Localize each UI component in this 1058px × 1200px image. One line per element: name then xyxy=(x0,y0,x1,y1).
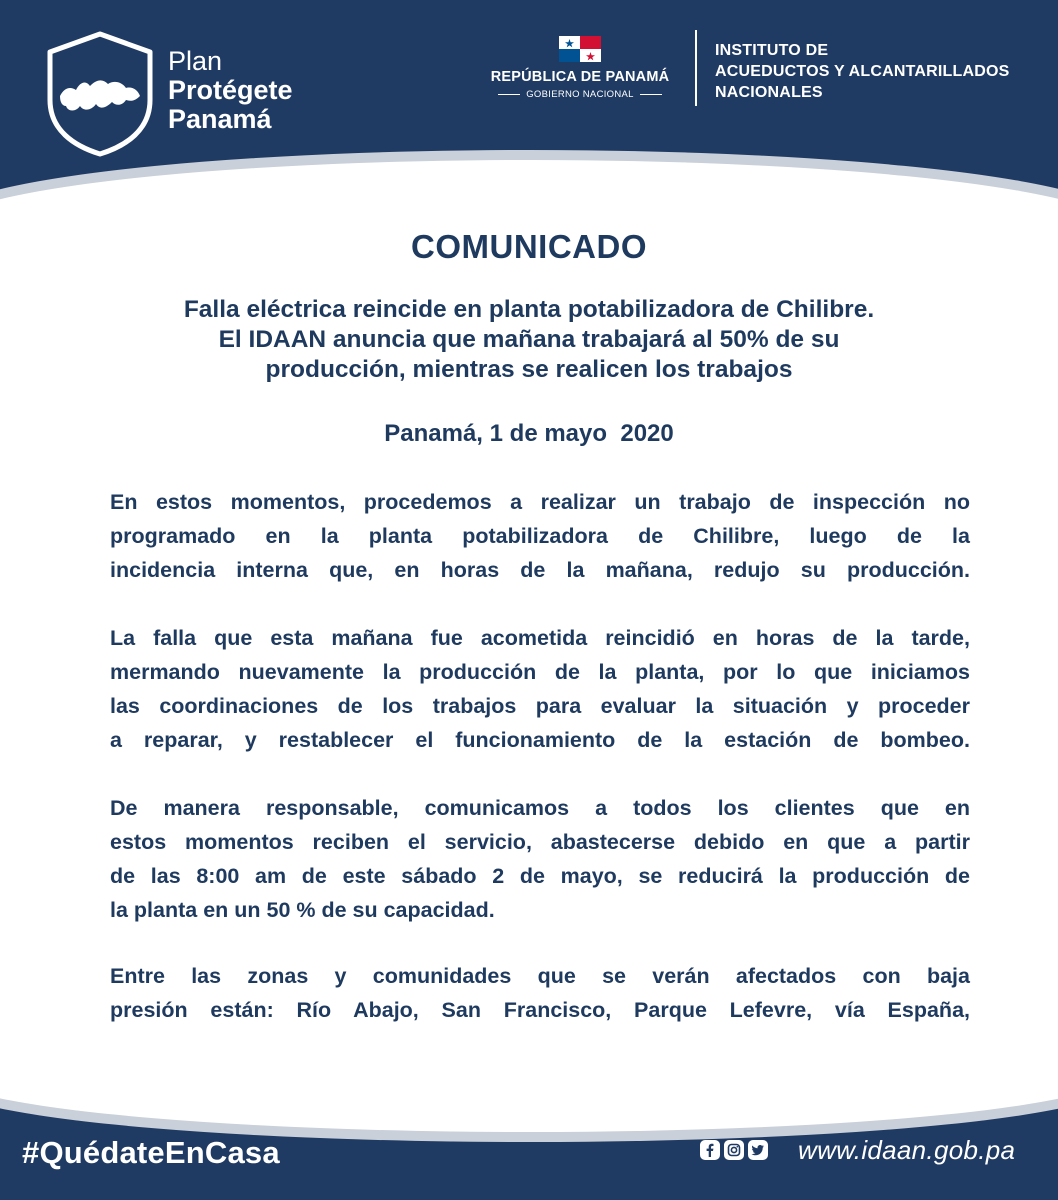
dateline: Panamá, 1 de mayo 2020 xyxy=(384,420,674,447)
panama-label: Panamá xyxy=(168,104,272,134)
gobierno-rule-right xyxy=(640,94,662,95)
paragraph-line: De manera responsable, comunicamos a todos los clientes que en xyxy=(110,796,970,820)
gobierno-text: GOBIERNO NACIONAL xyxy=(526,89,634,100)
website-link[interactable]: www.idaan.gob.pa xyxy=(798,1135,1016,1165)
instituto-line: ACUEDUCTOS Y ALCANTARILLADOS xyxy=(715,63,1010,80)
panama-flag-icon xyxy=(559,36,601,62)
gobierno-rule-left xyxy=(498,94,520,95)
gobierno-nacional-label xyxy=(482,89,678,100)
paragraph-line: En estos momentos, procedemos a realizar un trabajo de inspección no xyxy=(110,490,970,514)
header-divider xyxy=(695,30,697,106)
paragraph-line: estos momentos reciben el servicio, abastecerse debido en que a partir xyxy=(110,830,970,854)
headline-line: Falla eléctrica reincide en planta potabilizadora de Chilibre. xyxy=(183,296,875,323)
paragraph-line: Entre las zonas y comunidades que se verán afectados con baja xyxy=(110,964,970,988)
paragraph-line: de las 8:00 am de este sábado 2 de mayo, se reducirá la producción de xyxy=(110,864,970,888)
headline-line: producción, mientras se realicen los trabajos xyxy=(265,356,793,383)
twitter-icon[interactable] xyxy=(748,1140,768,1160)
document-title: COMUNICADO xyxy=(411,228,647,265)
headline xyxy=(40,295,1018,385)
plan-label: Plan xyxy=(168,46,223,76)
hashtag-label: #QuédateEnCasa xyxy=(22,1135,280,1170)
social-icons xyxy=(700,1140,768,1160)
instituto-line: NACIONALES xyxy=(715,84,823,101)
paragraph-line: a reparar, y restablecer el funcionamiento de la estación de bombeo. xyxy=(110,728,970,752)
facebook-icon[interactable] xyxy=(700,1140,720,1160)
protegete-label: Protégete xyxy=(168,75,293,105)
headline-line: El IDAAN anuncia que mañana trabajará al 50% de su xyxy=(218,326,840,353)
paragraph-line: presión están: Río Abajo, San Francisco, Parque Lefevre, vía España, xyxy=(110,998,970,1022)
instagram-icon[interactable] xyxy=(724,1140,744,1160)
republica-de-panama-label: REPÚBLICA DE PANAMÁ xyxy=(490,69,670,85)
header-banner xyxy=(0,0,1058,230)
paragraph-line: las coordinaciones de los trabajos para evaluar la situación y proceder xyxy=(110,694,970,718)
paragraph-3 xyxy=(110,791,970,927)
paragraph-line: La falla que esta mañana fue acometida reincidió en horas de la tarde, xyxy=(110,626,970,650)
paragraph-4 xyxy=(110,959,970,1027)
paragraph-2 xyxy=(110,621,970,757)
paragraph-line: la planta en un 50 % de su capacidad. xyxy=(110,898,495,922)
plan-protegete-text xyxy=(168,48,293,133)
paragraph-1 xyxy=(110,485,970,587)
paragraph-line: mermando nuevamente la producción de la planta, por lo que iniciamos xyxy=(110,660,970,684)
instituto-name xyxy=(715,40,1010,103)
paragraph-line: programado en la planta potabilizadora de Chilibre, luego de la xyxy=(110,524,970,548)
instituto-line: INSTITUTO DE xyxy=(715,42,829,59)
paragraph-line: incidencia interna que, en horas de la mañana, redujo su producción. xyxy=(110,558,970,582)
plan-shield-logo xyxy=(46,30,154,158)
